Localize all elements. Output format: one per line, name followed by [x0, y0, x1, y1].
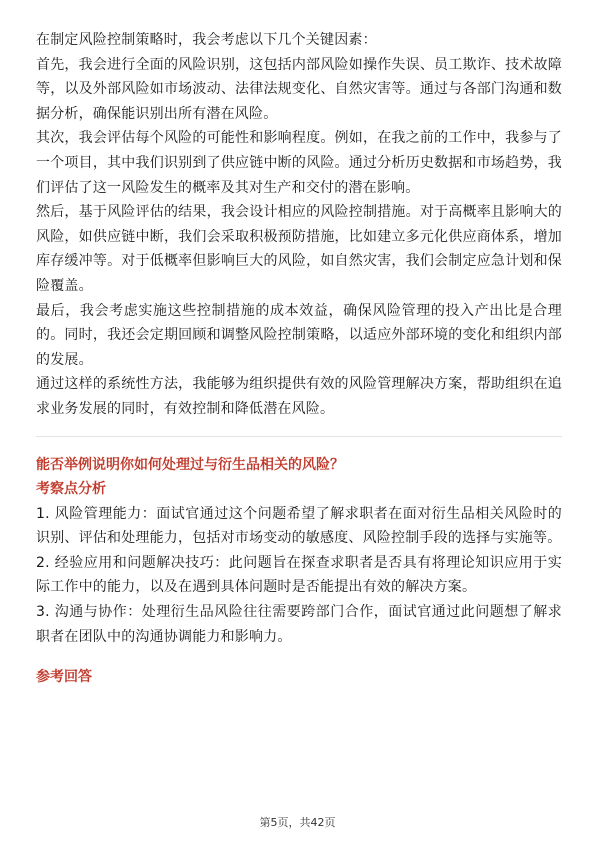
reference-answer-heading: 参考回答 — [36, 669, 92, 686]
document-page — [36, 28, 562, 690]
analysis-item: 3. 沟通与协作：处理衍生品风险往往需要跨部门合作，面试官通过此问题想了解求职者在团队中的沟通协调能力和影响力。 — [36, 604, 562, 645]
analysis-list — [36, 502, 562, 650]
paragraph-risk-assessment: 其次，我会评估每个风险的可能性和影响程度。例如，在我之前的工作中，我参与了一个项目，其中我们识别到了供应链中断的风险。通过分析历史数据和市场趋势，我们评估了这一风险发生的概率及其对生产和交付的潜在影响。 — [36, 130, 562, 196]
question-title: 能否举例说明你如何处理过与衍生品相关的风险？ — [36, 456, 344, 473]
analysis-heading: 考察点分析 — [36, 481, 106, 498]
paragraph-risk-identification: 首先，我会进行全面的风险识别，这包括内部风险如操作失误、员工欺诈、技术故障等，以及外部风险如市场波动、法律法规变化、自然灾害等。通过与各部门沟通和数据分析，确保能识别出所有潜在风险。 — [36, 56, 562, 122]
analysis-item: 1. 风险管理能力：面试官通过这个问题希望了解求职者在面对衍生品相关风险时的识别、评估和处理能力，包括对市场变动的敏感度、风险控制手段的选择与实施等。 — [36, 505, 562, 547]
paragraph-control-measures: 然后，基于风险评估的结果，我会设计相应的风险控制措施。对于高概率且影响大的风险，如供应链中断，我们会采取积极预防措施，比如建立多元化供应商体系，增加库存缓冲等。对于低概率但影响巨大的风险，如自然灾害，我们会制定应急计划和保险覆盖。 — [36, 204, 562, 294]
analysis-item: 2. 经验应用和问题解决技巧：此问题旨在探查求职者是否具有将理论知识应用于实际工作中的能力，以及在遇到具体问题时是否能提出有效的解决方案。 — [36, 554, 562, 596]
paragraph-conclusion: 通过这样的系统性方法，我能够为组织提供有效的风险管理解决方案，帮助组织在追求业务发展的同时，有效控制和降低潜在风险。 — [36, 376, 562, 417]
section-divider — [36, 436, 562, 437]
answer-body — [36, 28, 562, 422]
paragraph-cost-benefit: 最后，我会考虑实施这些控制措施的成本效益，确保风险管理的投入产出比是合理的。同时，我还会定期回顾和调整风险控制策略，以适应外部环境的变化和组织内部的发展。 — [36, 302, 562, 368]
intro-paragraph: 在制定风险控制策略时，我会考虑以下几个关键因素： — [36, 32, 377, 48]
page-footer: 第5页，共42页 — [259, 816, 336, 829]
